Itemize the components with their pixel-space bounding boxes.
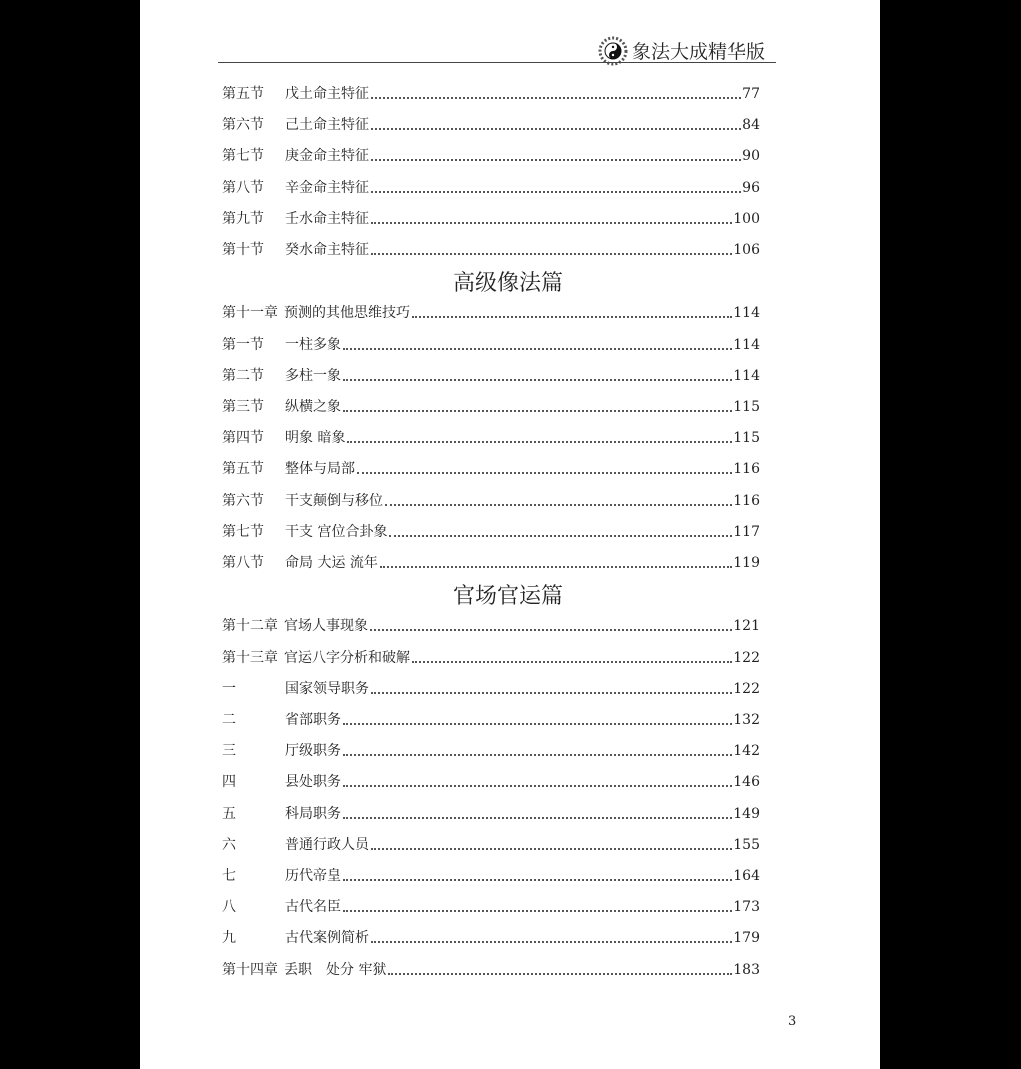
toc-entry[interactable] bbox=[222, 145, 760, 165]
toc-entry-page: 155 bbox=[733, 836, 760, 853]
dot-leader bbox=[371, 692, 732, 694]
dot-leader bbox=[371, 159, 741, 161]
toc-entry[interactable] bbox=[222, 490, 760, 510]
toc-entry-label: 第十节 bbox=[222, 242, 264, 258]
toc-entry-title: 整体与局部 bbox=[285, 461, 355, 478]
dot-leader bbox=[385, 504, 732, 506]
toc-entry-label: 四 bbox=[222, 774, 236, 791]
toc-entry-page: 96 bbox=[742, 179, 760, 196]
toc-entry-label: 第六节 bbox=[222, 492, 264, 509]
toc-entry-label: 第五节 bbox=[222, 461, 264, 478]
book-title-header: 象法大成精华版 bbox=[632, 41, 766, 63]
dot-leader bbox=[347, 441, 732, 443]
dot-leader bbox=[343, 723, 732, 725]
toc-entry-label: 第七节 bbox=[222, 523, 264, 540]
toc-entry-page: 173 bbox=[733, 899, 760, 916]
toc-entry-label: 第九节 bbox=[222, 210, 264, 227]
toc-entry-title: 普通行政人员 bbox=[285, 836, 369, 853]
page-number: 3 bbox=[788, 1014, 797, 1029]
toc-entry-title: 明象 暗象 bbox=[285, 430, 346, 447]
toc-entry-label: 一 bbox=[222, 680, 236, 697]
toc-entry[interactable] bbox=[222, 771, 760, 791]
dot-leader bbox=[371, 222, 732, 224]
dot-leader bbox=[412, 316, 732, 318]
header-rule bbox=[218, 62, 776, 63]
dot-leader bbox=[371, 253, 732, 255]
dot-leader bbox=[389, 535, 732, 537]
dot-leader bbox=[343, 785, 732, 787]
toc-entry-page: 183 bbox=[733, 961, 760, 978]
toc-entry-title: 国家领导职务 bbox=[285, 680, 369, 697]
dot-leader bbox=[343, 379, 732, 381]
toc-entry[interactable] bbox=[222, 521, 760, 541]
toc-entry-page: 100 bbox=[733, 210, 760, 227]
toc-entry[interactable] bbox=[222, 959, 760, 979]
toc-entry[interactable] bbox=[222, 927, 760, 947]
toc-entry-title: 辛金命主特征 bbox=[285, 179, 369, 196]
toc-entry-title: 干支 宫位合卦象 bbox=[285, 523, 388, 540]
toc-entry-label: 第四节 bbox=[222, 430, 264, 447]
toc-entry-label: 第一节 bbox=[222, 336, 264, 353]
toc-entry-title: 干支颠倒与移位 bbox=[285, 492, 383, 509]
toc-entry-page: 115 bbox=[733, 430, 760, 447]
toc-entry-title: 己土命主特征 bbox=[285, 117, 369, 134]
toc-entry-page: 117 bbox=[733, 523, 760, 540]
dot-leader bbox=[412, 661, 732, 663]
toc-entry-page: 116 bbox=[733, 461, 760, 478]
toc-entry[interactable] bbox=[222, 208, 760, 228]
toc-entry-title: 一柱多象 bbox=[285, 336, 341, 353]
dot-leader bbox=[343, 348, 732, 350]
toc-entry-page: 142 bbox=[733, 743, 760, 760]
toc-entry[interactable] bbox=[222, 740, 760, 760]
toc-entry[interactable] bbox=[222, 334, 760, 354]
toc-entry-title: 县处职务 bbox=[285, 774, 341, 791]
toc-entry[interactable] bbox=[222, 365, 760, 385]
toc-entry-page: 149 bbox=[733, 805, 760, 822]
toc-entry-title: 官场人事现象 bbox=[284, 618, 368, 635]
toc-entry-page: 122 bbox=[733, 649, 760, 666]
toc-entry-title: 戊土命主特征 bbox=[285, 86, 369, 102]
toc-entry-label: 第十四章 bbox=[222, 961, 278, 978]
toc-entry-page: 119 bbox=[733, 555, 760, 571]
toc-entry-title: 古代案例简析 bbox=[285, 930, 369, 947]
toc-entry-label: 七 bbox=[222, 868, 236, 884]
toc-entry-page: 114 bbox=[733, 305, 760, 322]
toc-entry[interactable] bbox=[222, 647, 760, 667]
dot-leader bbox=[371, 128, 741, 130]
toc-entry-page: 164 bbox=[733, 868, 760, 884]
toc-entry-page: 121 bbox=[733, 618, 760, 635]
toc-entry-title: 癸水命主特征 bbox=[285, 242, 369, 258]
toc-entry-label: 第三节 bbox=[222, 399, 264, 415]
toc-entry-title: 古代名臣 bbox=[285, 899, 341, 916]
toc-entry-page: 146 bbox=[733, 774, 760, 791]
toc-entry-label: 第八节 bbox=[222, 179, 264, 196]
toc-entry-label: 六 bbox=[222, 836, 236, 853]
toc-entry[interactable] bbox=[222, 834, 760, 854]
toc-entry-title: 命局 大运 流年 bbox=[285, 555, 378, 571]
toc-entry-title: 壬水命主特征 bbox=[285, 210, 369, 227]
dot-leader bbox=[371, 941, 732, 943]
toc-entry-label: 第五节 bbox=[222, 86, 264, 102]
dot-leader bbox=[371, 848, 732, 850]
toc-entry[interactable] bbox=[222, 896, 760, 916]
toc-entry-title: 庚金命主特征 bbox=[285, 148, 369, 165]
toc-entry-page: 114 bbox=[733, 367, 760, 384]
dot-leader bbox=[380, 566, 732, 568]
toc-entry[interactable] bbox=[222, 615, 760, 635]
toc-entry-label: 第十二章 bbox=[222, 618, 278, 635]
toc-entry-label: 第六节 bbox=[222, 117, 264, 134]
dot-leader bbox=[343, 754, 732, 756]
toc-entry-label: 第八节 bbox=[222, 555, 264, 571]
toc-entry[interactable] bbox=[222, 396, 760, 416]
toc-entry-page: 90 bbox=[742, 148, 760, 165]
toc-entry-title: 丢职 处分 牢狱 bbox=[284, 961, 387, 978]
toc-entry-page: 115 bbox=[733, 399, 760, 415]
toc-entry[interactable] bbox=[222, 239, 760, 259]
toc-entry-page: 116 bbox=[733, 492, 760, 509]
toc-entry-label: 第二节 bbox=[222, 367, 264, 384]
section-heading: 官场官运篇 bbox=[452, 584, 563, 610]
document-page bbox=[140, 0, 880, 1069]
toc-entry-page: 132 bbox=[733, 712, 760, 728]
toc-entry[interactable] bbox=[222, 678, 760, 698]
toc-entry-label: 八 bbox=[222, 899, 236, 916]
dot-leader bbox=[343, 910, 732, 912]
section-heading: 高级像法篇 bbox=[452, 271, 563, 297]
toc-entry-title: 厅级职务 bbox=[285, 743, 341, 760]
toc-entry-page: 179 bbox=[733, 930, 760, 947]
toc-entry[interactable] bbox=[222, 709, 760, 729]
dot-leader bbox=[388, 973, 732, 975]
dot-leader bbox=[371, 191, 741, 193]
toc-entry[interactable] bbox=[222, 114, 760, 134]
toc-entry[interactable] bbox=[222, 803, 760, 823]
dot-leader bbox=[343, 410, 732, 412]
toc-entry-title: 科局职务 bbox=[285, 805, 341, 822]
toc-entry[interactable] bbox=[222, 552, 760, 572]
toc-entry-label: 第十三章 bbox=[222, 649, 278, 666]
toc-entry-label: 三 bbox=[222, 743, 236, 760]
toc-entry[interactable] bbox=[222, 302, 760, 322]
toc-entry-title: 纵横之象 bbox=[285, 399, 341, 415]
toc-entry-page: 77 bbox=[742, 86, 760, 102]
toc-entry-page: 84 bbox=[742, 117, 760, 134]
toc-entry-title: 预测的其他思维技巧 bbox=[284, 305, 410, 322]
toc-entry[interactable] bbox=[222, 83, 760, 103]
toc-entry-label: 第十一章 bbox=[222, 305, 278, 322]
toc-entry[interactable] bbox=[222, 458, 760, 478]
toc-entry-label: 第七节 bbox=[222, 148, 264, 165]
toc-entry-title: 多柱一象 bbox=[285, 367, 341, 384]
toc-entry[interactable] bbox=[222, 177, 760, 197]
toc-entry-title: 历代帝皇 bbox=[285, 868, 341, 884]
toc-entry-page: 106 bbox=[733, 242, 760, 258]
toc-entry-title: 官运八字分析和破解 bbox=[284, 649, 410, 666]
dot-leader bbox=[343, 817, 732, 819]
toc-entry[interactable] bbox=[222, 427, 760, 447]
dot-leader bbox=[370, 629, 732, 631]
dot-leader bbox=[343, 879, 732, 881]
toc-entry-page: 122 bbox=[733, 680, 760, 697]
dot-leader bbox=[357, 472, 732, 474]
toc-entry-label: 九 bbox=[222, 930, 236, 947]
toc-entry-label: 二 bbox=[222, 712, 236, 728]
toc-entry-label: 五 bbox=[222, 805, 236, 822]
toc-entry[interactable] bbox=[222, 865, 760, 885]
dot-leader bbox=[371, 97, 741, 99]
toc-entry-page: 114 bbox=[733, 336, 760, 353]
toc-entry-title: 省部职务 bbox=[285, 712, 341, 728]
